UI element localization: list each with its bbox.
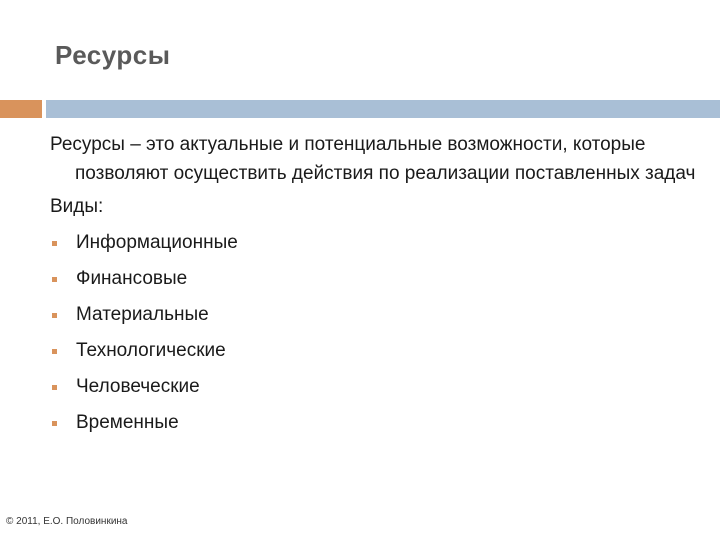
square-bullet-icon <box>52 385 57 390</box>
definition-paragraph <box>50 130 700 188</box>
square-bullet-icon <box>52 277 57 282</box>
footer-copyright: © 2011, Е.О. Половинкина <box>6 516 128 527</box>
square-bullet-icon <box>52 241 57 246</box>
list-item <box>50 261 700 297</box>
list-item-label: Человеческие <box>76 376 200 397</box>
list-item-label: Технологические <box>76 340 226 361</box>
list-item <box>50 369 700 405</box>
square-bullet-icon <box>52 313 57 318</box>
list-item <box>50 225 700 261</box>
definition-text: – это актуальные и потенциальные возможности, которые позволяют осуществить действия по реализации поставленных задач <box>75 134 696 184</box>
list-item-label: Информационные <box>76 232 238 253</box>
list-item-label: Финансовые <box>76 268 188 289</box>
slide-title: Ресурсы <box>55 40 171 70</box>
slide-content <box>50 130 700 441</box>
list-item <box>50 405 700 441</box>
list-item <box>50 333 700 369</box>
accent-bar-orange <box>0 100 42 118</box>
square-bullet-icon <box>52 421 57 426</box>
accent-bar-blue <box>46 100 720 118</box>
list-item-label: Материальные <box>76 304 209 325</box>
types-label: Виды: <box>50 196 104 217</box>
types-list <box>50 225 700 441</box>
definition-term: Ресурсы <box>50 134 125 155</box>
square-bullet-icon <box>52 349 57 354</box>
list-item-label: Временные <box>76 412 179 433</box>
list-item <box>50 297 700 333</box>
